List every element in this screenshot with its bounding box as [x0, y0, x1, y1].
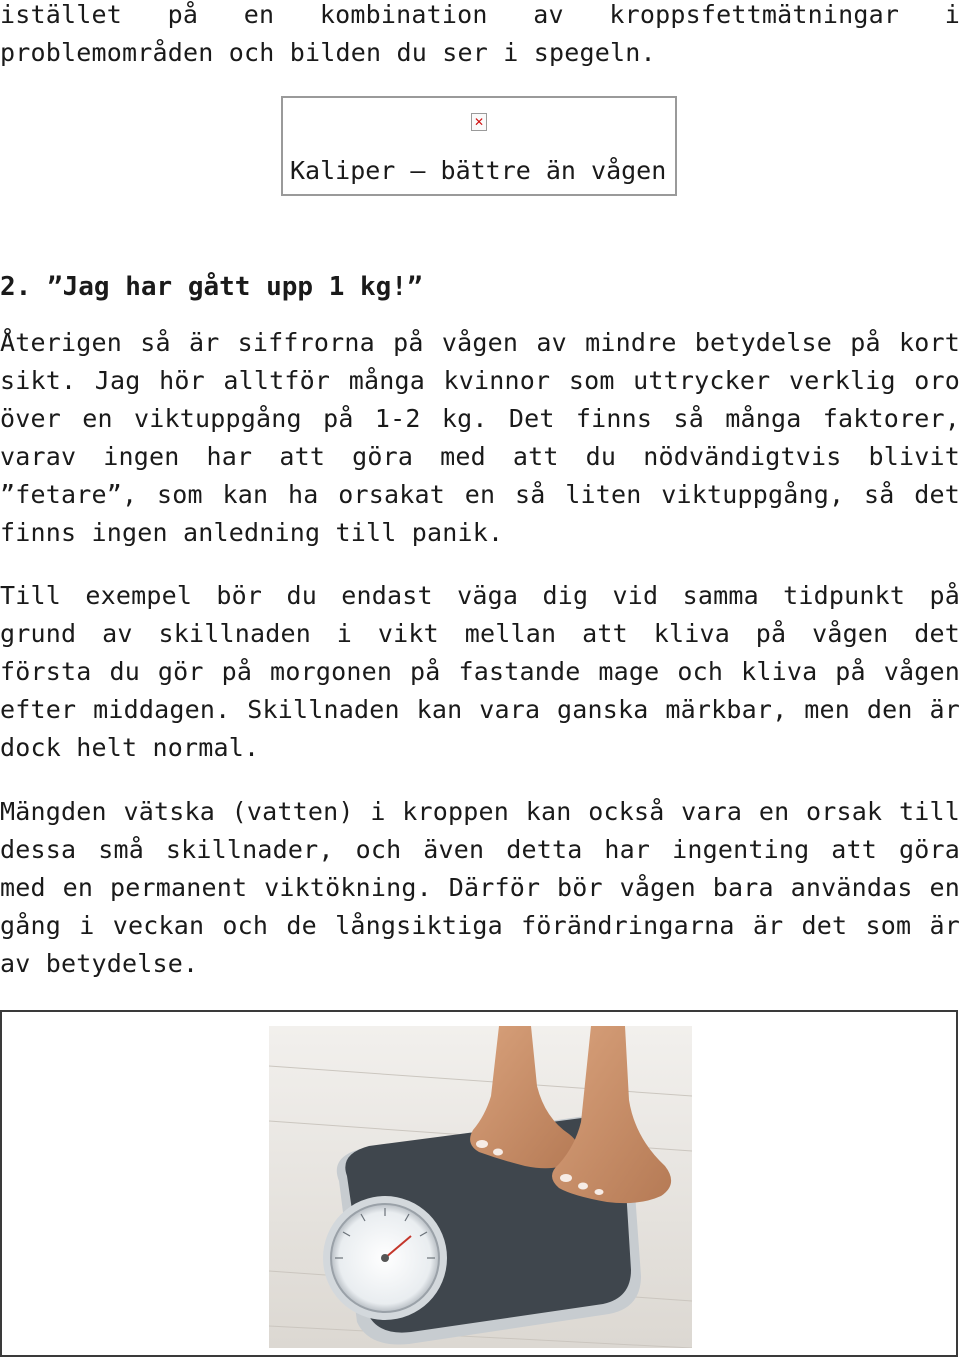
body-paragraph-2: Till exempel bör du endast väga dig vid samma tidpunkt på grund av skillnaden i vikt mellan att kliva på vågen det första du gör på morgonen på fastande mage och kliva på vågen efter middagen. Skillnaden kan vara ganska märkbar, men den är dock helt normal. — [0, 581, 960, 762]
body-paragraph-3: Mängden vätska (vatten) i kroppen kan också vara en orsak till dessa små skillnader, och även detta har ingenting att göra med en permanent viktökning. Därför bör vågen bara användas en gång i veckan och de långsiktiga förändringarna är det som är av betydelse. — [0, 797, 960, 978]
bathroom-scale-photo — [269, 1026, 692, 1348]
broken-image-icon: ✕ — [471, 113, 487, 131]
section-heading: 2. ”Jag har gått upp 1 kg!” — [0, 272, 423, 302]
body-paragraph-1: Återigen så är siffrorna på vågen av mindre betydelse på kort sikt. Jag hör alltför många kvinnor som uttrycker verklig oro över en viktuppgång på 1-2 kg. Det finns så många faktorer, varav ingen har att göra med att du nödvändigtvis blivit ”fetare”, som kan ha orsakat en så liten viktuppgång, så det finns ingen anledning till panik. — [0, 328, 960, 547]
scale-photo-frame — [0, 1010, 958, 1357]
caliper-figure — [281, 96, 677, 196]
figure-caption: Kaliper – bättre än vågen — [290, 156, 667, 185]
intro-paragraph: istället på en kombination av kroppsfettmätningar i problemområden och bilden du ser i spegeln. — [0, 0, 960, 67]
